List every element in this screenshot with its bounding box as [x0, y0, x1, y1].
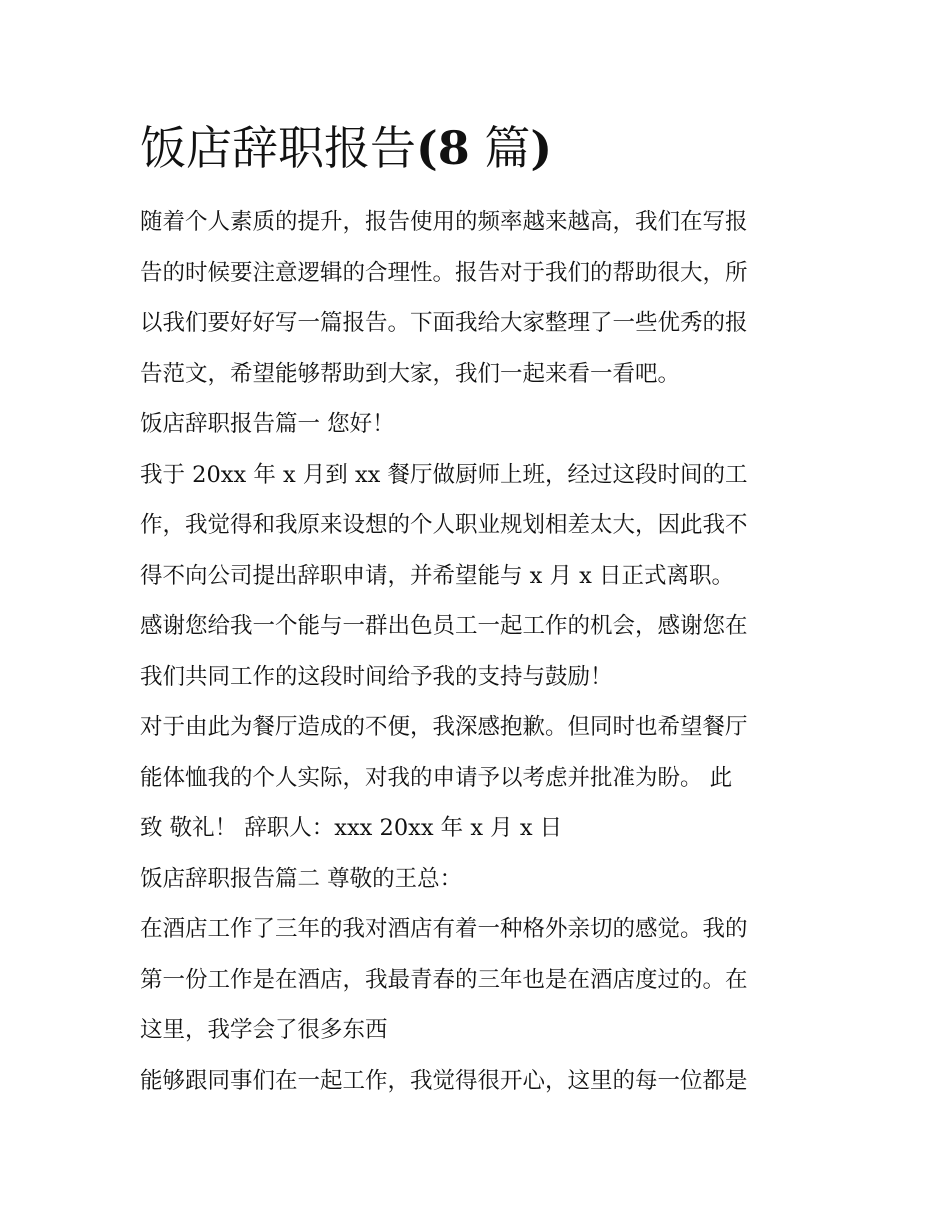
text-line: 以我们要好好写一篇报告。下面我给大家整理了一些优秀的报	[140, 310, 748, 336]
section-heading-2: 饭店辞职报告篇二 尊敬的王总：	[140, 865, 463, 892]
text-line: 在酒店工作了三年的我对酒店有着一种格外亲切的感觉。我的	[140, 916, 748, 942]
text-line: 作，我觉得和我原来设想的个人职业规划相差太大，因此我不	[140, 512, 748, 538]
text-line: 能够跟同事们在一起工作，我觉得很开心，这里的每一位都是	[140, 1067, 748, 1094]
text-line: 第一份工作是在酒店，我最青春的三年也是在酒店度过的。在	[140, 966, 748, 993]
title-close: )	[530, 121, 553, 175]
section-heading-1: 饭店辞职报告篇一 您好！	[140, 411, 395, 437]
text-line: 对于由此为餐厅造成的不便，我深感抱歉。但同时也希望餐厅	[140, 714, 748, 740]
text-line: 能体恤我的个人实际，对我的申请予以考虑并批准为盼。 此	[140, 764, 733, 791]
page-title	[140, 118, 552, 178]
text-line: 得不向公司提出辞职申请，并希望能与 x 月 x 日正式离职。	[140, 562, 734, 589]
title-unit: 篇	[469, 121, 531, 175]
text-line: 这里，我学会了很多东西	[140, 1017, 388, 1043]
document-body	[140, 197, 820, 1106]
signature-line: 致 敬礼！ 辞职人：xxx 20xx 年 x 月 x 日	[140, 815, 563, 841]
text-line: 我于 20xx 年 x 月到 xx 餐厅做厨师上班，经过这段时间的工	[140, 461, 748, 488]
text-line: 告的时候要注意逻辑的合理性。报告对于我们的帮助很大，所	[140, 259, 748, 286]
text-line: 我们共同工作的这段时间给予我的支持与鼓励！	[140, 663, 613, 690]
text-line: 告范文，希望能够帮助到大家，我们一起来看一看吧。	[140, 360, 681, 387]
title-main: 饭店辞职报告	[140, 121, 416, 175]
text-line: 感谢您给我一个能与一群出色员工一起工作的机会，感谢您在	[140, 613, 748, 639]
text-line: 随着个人素质的提升，报告使用的频率越来越高，我们在写报	[140, 209, 748, 235]
title-count: (8	[416, 121, 470, 175]
